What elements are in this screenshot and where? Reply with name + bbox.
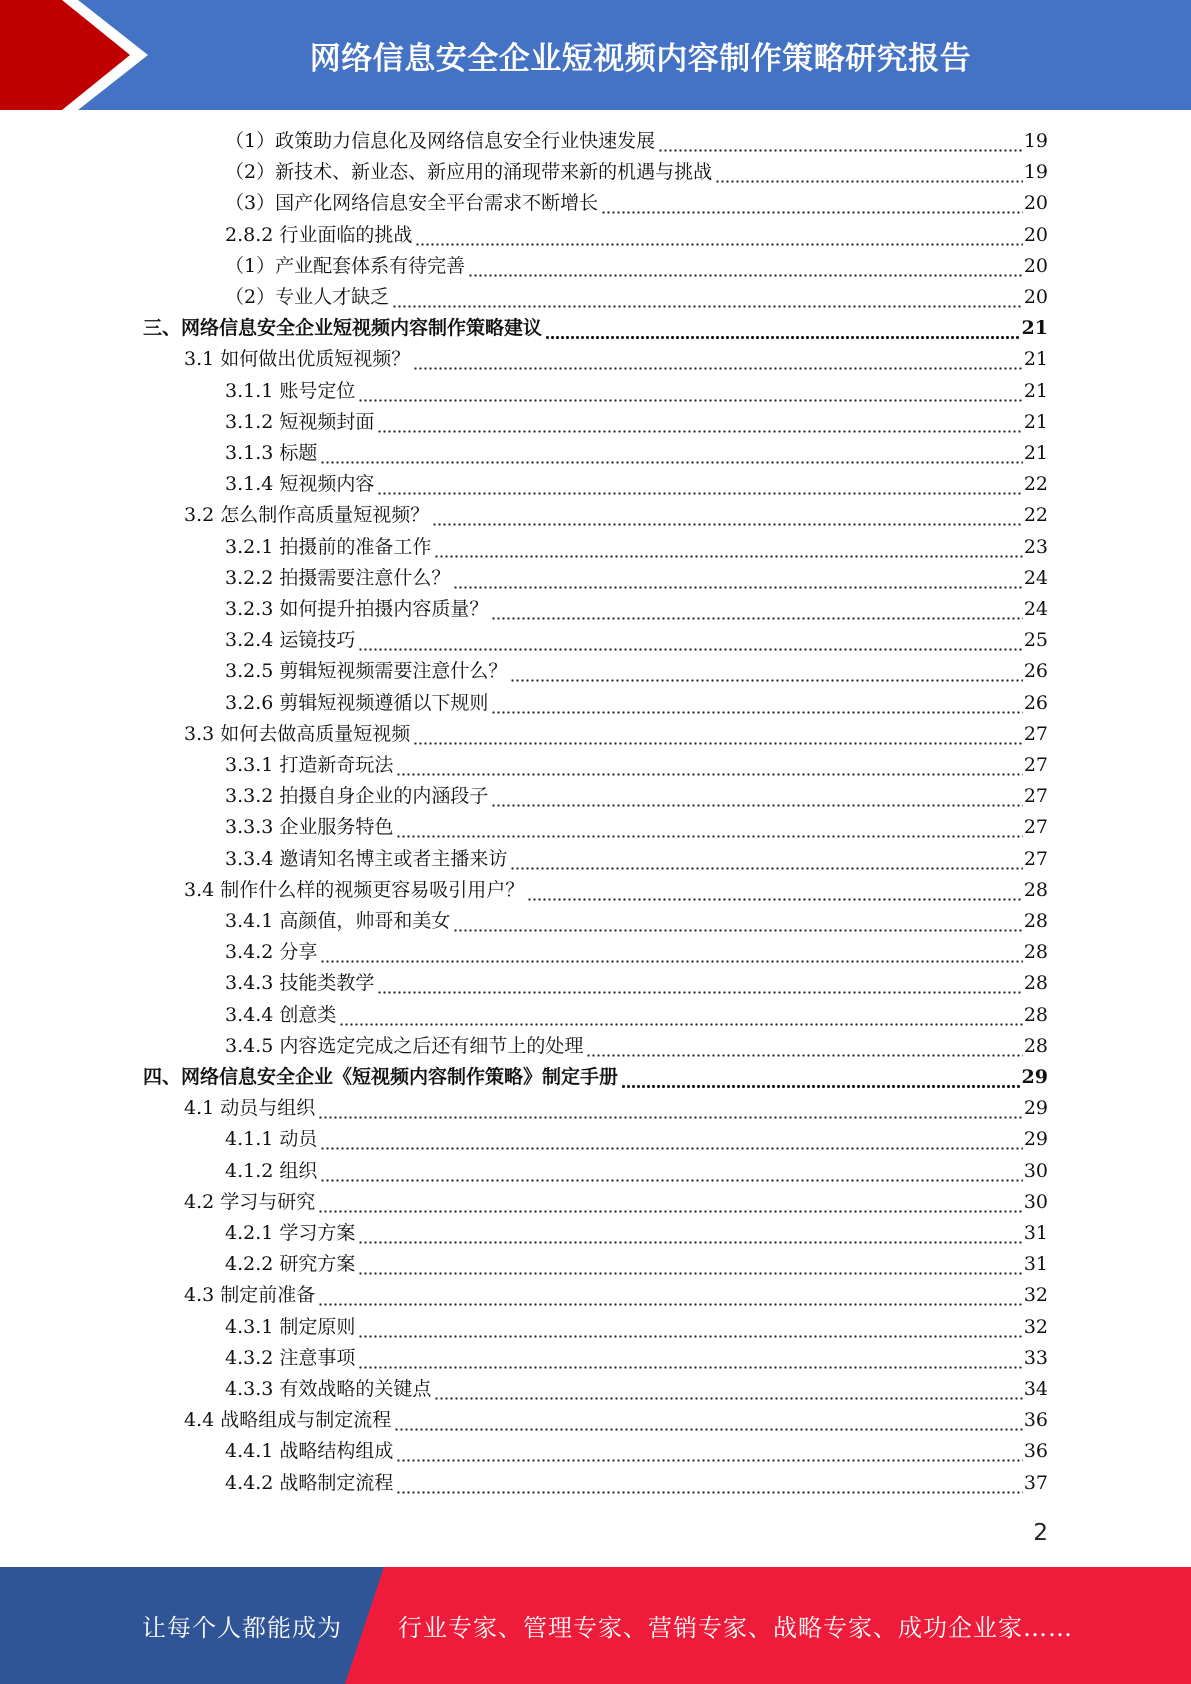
- toc-entry-title: 4.1 动员与组织: [184, 1097, 316, 1120]
- toc-dot-leader: [358, 1343, 1022, 1374]
- toc-entry-page: 27: [1023, 722, 1048, 745]
- toc-subsection-entry[interactable]: [225, 220, 1048, 251]
- toc-dot-leader: [434, 532, 1022, 563]
- toc-entry-page: 34: [1023, 1378, 1048, 1400]
- toc-entry-title: 3.3 如何去做高质量短视频: [184, 722, 411, 745]
- toc-subsection-entry[interactable]: [225, 968, 1048, 999]
- toc-entry-page: 30: [1023, 1159, 1048, 1182]
- toc-entry-title: 四、网络信息安全企业《短视频内容制作策略》制定手册: [143, 1066, 619, 1088]
- toc-entry-title: 3.2.4 运镜技巧: [225, 629, 356, 652]
- toc-entry-page: 22: [1023, 473, 1048, 496]
- toc-subsection-entry[interactable]: [225, 906, 1048, 937]
- page-number: 2: [1033, 1520, 1048, 1546]
- toc-subsection-entry[interactable]: [225, 1312, 1048, 1343]
- toc-dot-leader: [491, 688, 1022, 719]
- toc-entry-title: 3.1.3 标题: [225, 442, 318, 464]
- toc-entry-title: 3.3.3 企业服务特色: [225, 816, 394, 839]
- toc-entry-page: 29: [1023, 1097, 1048, 1120]
- toc-dot-leader: [491, 781, 1022, 812]
- toc-dot-leader: [396, 750, 1022, 781]
- toc-subsection-entry[interactable]: [225, 376, 1048, 407]
- toc-entry-title: 3.3.2 拍摄自身企业的内涵段子: [225, 785, 489, 808]
- toc-subsection-entry[interactable]: [225, 656, 1048, 687]
- toc-entry-page: 31: [1023, 1222, 1048, 1244]
- toc-dot-leader: [415, 220, 1022, 251]
- toc-entry-page: 21: [1023, 442, 1048, 464]
- toc-dot-leader: [396, 1436, 1022, 1467]
- toc-entry-page: 28: [1023, 972, 1048, 995]
- toc-subsection-entry[interactable]: [225, 844, 1048, 875]
- toc-dot-leader: [491, 594, 1022, 625]
- toc-entry-page: 27: [1023, 816, 1048, 839]
- toc-subsection-entry[interactable]: [225, 438, 1048, 469]
- toc-subsection-entry[interactable]: [225, 1031, 1048, 1062]
- toc-entry-page: 24: [1023, 598, 1048, 620]
- footer-slogan-right: 行业专家、管理专家、营销专家、战略专家、成功企业家……: [398, 1614, 1073, 1642]
- toc-dot-leader: [358, 1218, 1022, 1249]
- toc-dot-leader: [320, 1156, 1022, 1187]
- toc-dot-leader: [510, 844, 1022, 875]
- toc-section-entry[interactable]: [184, 344, 1048, 375]
- toc-entry-page: 20: [1023, 192, 1048, 215]
- toc-entry-title: 3.2.3 如何提升拍摄内容质量？: [225, 598, 489, 620]
- toc-entry-page: 27: [1023, 785, 1048, 808]
- toc-entry-page: 36: [1023, 1440, 1048, 1463]
- toc-subsection-entry[interactable]: [225, 563, 1048, 594]
- toc-entry-title: （1）产业配套体系有待完善: [225, 254, 466, 277]
- toc-entry-title: 3.3.4 邀请知名博主或者主播来访: [225, 847, 508, 870]
- toc-entry-title: （1）政策助力信息化及网络信息安全行业快速发展: [225, 130, 656, 152]
- toc-section-entry[interactable]: [184, 719, 1048, 750]
- toc-dot-leader: [358, 1312, 1022, 1343]
- toc-dot-leader: [392, 282, 1023, 313]
- toc-dot-leader: [715, 157, 1023, 188]
- toc-subsection-entry[interactable]: [225, 1374, 1048, 1405]
- toc-subsection-entry[interactable]: [225, 688, 1048, 719]
- toc-entry-title: 3.2.5 剪辑短视频需要注意什么？: [225, 660, 508, 683]
- toc-subsection-entry[interactable]: [225, 1124, 1048, 1155]
- toc-entry-page: 36: [1023, 1409, 1048, 1432]
- toc-entry-title: 3.4 制作什么样的视频更容易吸引用户？: [184, 878, 525, 901]
- toc-entry-title: 4.4.1 战略结构组成: [225, 1440, 394, 1463]
- toc-subsection-entry[interactable]: [225, 594, 1048, 625]
- toc-entry-page: 28: [1023, 941, 1048, 964]
- toc-subsection-entry[interactable]: [225, 532, 1048, 563]
- toc-section-entry[interactable]: [184, 875, 1048, 906]
- toc-dot-leader: [318, 1187, 1023, 1218]
- toc-dot-leader: [394, 1405, 1023, 1436]
- toc-subsection-entry[interactable]: [225, 1436, 1048, 1467]
- toc-entry-title: 三、网络信息安全企业短视频内容制作策略建议: [143, 317, 543, 340]
- toc-entry-title: 3.2.1 拍摄前的准备工作: [225, 535, 432, 558]
- toc-entry-page: 29: [1021, 1066, 1048, 1088]
- toc-dot-leader: [453, 563, 1022, 594]
- toc-entry-title: 3.2.2 拍摄需要注意什么？: [225, 566, 451, 589]
- toc-entry-title: 3.1.1 账号定位: [225, 379, 356, 402]
- toc-entry-page: 25: [1023, 629, 1048, 652]
- toc-dot-leader: [396, 812, 1022, 843]
- toc-entry-page: 20: [1023, 254, 1048, 277]
- toc-entry-title: 4.3.3 有效战略的关键点: [225, 1378, 432, 1400]
- toc-entry-title: 3.2 怎么制作高质量短视频？: [184, 504, 430, 527]
- toc-dot-leader: [586, 1031, 1022, 1062]
- toc-entry-title: 4.4.2 战略制定流程: [225, 1471, 394, 1494]
- toc-entry-title: 3.3.1 打造新奇玩法: [225, 754, 394, 776]
- toc-entry-title: （2）新技术、新业态、新应用的涌现带来新的机遇与挑战: [225, 161, 713, 184]
- toc-entry-page: 28: [1023, 1034, 1048, 1057]
- toc-entry-page: 26: [1023, 660, 1048, 683]
- toc-entry-page: 21: [1023, 379, 1048, 402]
- toc-entry-page: 21: [1023, 348, 1048, 371]
- toc-section-entry[interactable]: [184, 1187, 1048, 1218]
- toc-entry-page: 31: [1023, 1253, 1048, 1276]
- toc-dot-leader: [658, 126, 1023, 157]
- toc-entry-title: 3.4.5 内容选定完成之后还有细节上的处理: [225, 1034, 584, 1057]
- toc-dot-leader: [545, 313, 1021, 344]
- toc-entry-page: 37: [1023, 1471, 1048, 1494]
- toc-subsection-entry[interactable]: [225, 1249, 1048, 1280]
- toc-subsection-entry[interactable]: [225, 625, 1048, 656]
- toc-entry-title: （3）国产化网络信息安全平台需求不断增长: [225, 192, 599, 215]
- toc-section-entry[interactable]: [184, 1405, 1048, 1436]
- toc-dot-leader: [377, 968, 1022, 999]
- toc-entry-title: 3.2.6 剪辑短视频遵循以下规则: [225, 691, 489, 714]
- toc-entry-page: 23: [1023, 535, 1048, 558]
- toc-entry-page: 30: [1023, 1190, 1048, 1213]
- toc-entry-page: 21: [1021, 317, 1048, 340]
- toc-entry-title: 4.3.1 制定原则: [225, 1315, 356, 1338]
- toc-entry-page: 27: [1023, 847, 1048, 870]
- toc-entry-title: 4.2 学习与研究: [184, 1190, 316, 1213]
- toc-subsection-entry[interactable]: [225, 812, 1048, 843]
- toc-dot-leader: [510, 656, 1022, 687]
- toc-dot-leader: [413, 719, 1023, 750]
- toc-entry-title: 2.8.2 行业面临的挑战: [225, 223, 413, 246]
- toc-entry-page: 20: [1023, 223, 1048, 246]
- toc-chapter-entry[interactable]: [143, 313, 1048, 344]
- toc-entry-page: 19: [1023, 130, 1048, 152]
- toc-dot-leader: [396, 1468, 1022, 1499]
- toc-subsection-entry[interactable]: [225, 781, 1048, 812]
- toc-entry-page: 20: [1023, 286, 1048, 308]
- toc-dot-leader: [358, 625, 1022, 656]
- toc-entry-page: 28: [1023, 1003, 1048, 1026]
- toc-dot-leader: [320, 1124, 1022, 1155]
- header-chevron-icon: [0, 0, 160, 110]
- toc-subsection-entry[interactable]: [225, 188, 1048, 219]
- toc-dot-leader: [413, 344, 1023, 375]
- toc-entry-title: 4.3 制定前准备: [184, 1284, 316, 1307]
- toc-entry-page: 33: [1023, 1346, 1048, 1369]
- toc-subsection-entry[interactable]: [225, 1156, 1048, 1187]
- toc-dot-leader: [434, 1374, 1022, 1405]
- toc-dot-leader: [453, 906, 1022, 937]
- toc-entry-title: 4.1.1 动员: [225, 1128, 318, 1151]
- toc-entry-title: 3.1.2 短视频封面: [225, 410, 375, 433]
- toc-entry-page: 24: [1023, 566, 1048, 589]
- toc-subsection-entry[interactable]: [225, 126, 1048, 157]
- toc-dot-leader: [377, 469, 1022, 500]
- toc-dot-leader: [318, 1093, 1023, 1124]
- toc-dot-leader: [320, 438, 1022, 469]
- toc-entry-page: 28: [1023, 910, 1048, 932]
- toc-subsection-entry[interactable]: [225, 469, 1048, 500]
- toc-section-entry[interactable]: [184, 500, 1048, 531]
- toc-dot-leader: [358, 376, 1022, 407]
- toc-subsection-entry[interactable]: [225, 937, 1048, 968]
- toc-subsection-entry[interactable]: [225, 1218, 1048, 1249]
- toc-entry-title: 4.4 战略组成与制定流程: [184, 1409, 392, 1432]
- toc-dot-leader: [621, 1062, 1021, 1093]
- toc-entry-title: 4.1.2 组织: [225, 1159, 318, 1182]
- report-title: 网络信息安全企业短视频内容制作策略研究报告: [309, 40, 972, 77]
- page-header: [0, 0, 1191, 110]
- toc-entry-title: 3.4.1 高颜值，帅哥和美女: [225, 910, 451, 932]
- toc-entry-page: 28: [1023, 878, 1048, 901]
- toc-entry-page: 21: [1023, 410, 1048, 433]
- toc-subsection-entry[interactable]: [225, 407, 1048, 438]
- toc-entry-title: （2）专业人才缺乏: [225, 286, 390, 308]
- toc-subsection-entry[interactable]: [225, 1468, 1048, 1499]
- toc-dot-leader: [358, 1249, 1022, 1280]
- toc-subsection-entry[interactable]: [225, 157, 1048, 188]
- toc-dot-leader: [601, 188, 1023, 219]
- toc-subsection-entry[interactable]: [225, 282, 1048, 313]
- toc-subsection-entry[interactable]: [225, 1000, 1048, 1031]
- toc-subsection-entry[interactable]: [225, 251, 1048, 282]
- toc-dot-leader: [468, 251, 1023, 282]
- toc-subsection-entry[interactable]: [225, 750, 1048, 781]
- toc-entry-title: 3.1 如何做出优质短视频？: [184, 348, 411, 371]
- toc-entry-page: 32: [1023, 1315, 1048, 1338]
- toc-subsection-entry[interactable]: [225, 1343, 1048, 1374]
- toc-section-entry[interactable]: [184, 1280, 1048, 1311]
- toc-entry-page: 32: [1023, 1284, 1048, 1307]
- toc-entry-page: 27: [1023, 754, 1048, 776]
- toc-entry-title: 4.2.2 研究方案: [225, 1253, 356, 1276]
- toc-dot-leader: [527, 875, 1023, 906]
- toc-entry-title: 4.2.1 学习方案: [225, 1222, 356, 1244]
- toc-entry-page: 19: [1023, 161, 1048, 184]
- toc-entry-title: 3.4.2 分享: [225, 941, 318, 964]
- toc-chapter-entry[interactable]: [143, 1062, 1048, 1093]
- toc-dot-leader: [339, 1000, 1022, 1031]
- toc-entry-title: 3.4.3 技能类教学: [225, 972, 375, 995]
- toc-entry-title: 4.3.2 注意事项: [225, 1346, 356, 1369]
- toc-entry-page: 29: [1023, 1128, 1048, 1151]
- toc-entry-title: 3.1.4 短视频内容: [225, 473, 375, 496]
- toc-dot-leader: [320, 937, 1022, 968]
- toc-entry-title: 3.4.4 创意类: [225, 1003, 337, 1026]
- toc-entry-page: 26: [1023, 691, 1048, 714]
- toc-dot-leader: [318, 1280, 1023, 1311]
- toc-dot-leader: [377, 407, 1022, 438]
- footer-slogan-left: 让每个人都能成为: [142, 1614, 342, 1642]
- page-footer: [0, 1567, 1191, 1684]
- toc-entry-page: 22: [1023, 504, 1048, 527]
- toc-dot-leader: [432, 500, 1023, 531]
- toc-section-entry[interactable]: [184, 1093, 1048, 1124]
